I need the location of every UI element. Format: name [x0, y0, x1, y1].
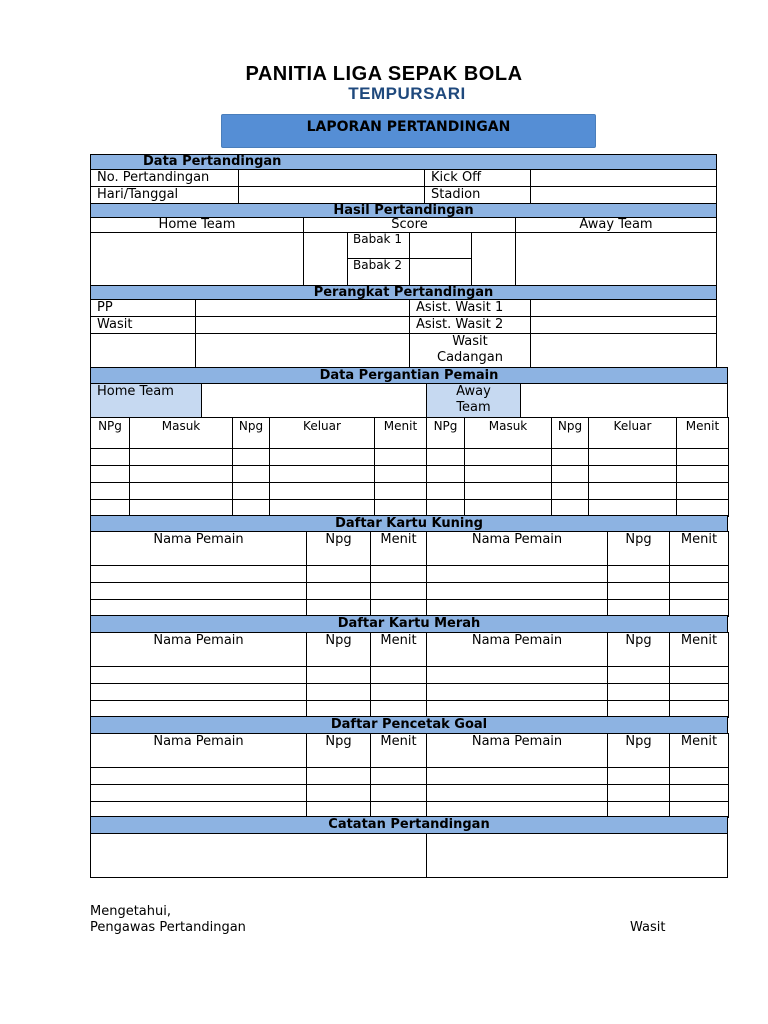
kartu-kuning-col-nama: Nama Pemain — [90, 531, 307, 566]
kartu-merah-cell-nama[interactable] — [426, 683, 608, 701]
pencetak-cell-npg[interactable] — [306, 784, 371, 802]
date-field[interactable] — [238, 186, 425, 204]
extra-official-label — [90, 333, 196, 368]
pencetak-heading: Daftar Pencetak Goal — [90, 716, 728, 734]
kartu-merah-col-nama: Nama Pemain — [426, 632, 608, 667]
kartu-kuning-cell-npg[interactable] — [306, 582, 371, 600]
sub-cell-away-keluar[interactable] — [588, 482, 677, 500]
league-subtitle: TEMPURSARI — [348, 84, 466, 103]
pencetak-cell-nama[interactable] — [426, 767, 608, 785]
sub-cell-away-npg[interactable] — [426, 448, 465, 466]
pencetak-cell-menit[interactable] — [669, 784, 729, 802]
wasit-cadangan-label: Wasit Cadangan — [409, 333, 531, 368]
kartu-kuning-cell-nama[interactable] — [90, 565, 307, 583]
kartu-merah-col-nama: Nama Pemain — [90, 632, 307, 667]
kartu-kuning-cell-menit[interactable] — [669, 582, 729, 600]
pencetak-cell-npg[interactable] — [306, 767, 371, 785]
sub-cell-home-npg[interactable] — [232, 465, 270, 483]
sub-cell-away-menit[interactable] — [676, 482, 729, 500]
mengetahui-text: Mengetahui, — [90, 904, 171, 919]
kartu-merah-col-npg: Npg — [607, 632, 670, 667]
stadium-field[interactable] — [530, 186, 717, 204]
pencetak-cell-nama[interactable] — [90, 767, 307, 785]
sub-cell-away-menit[interactable] — [676, 448, 729, 466]
babak-1-label: Babak 1 — [347, 232, 410, 259]
home-team-label: Home Team — [90, 217, 304, 233]
kartu-merah-cell-menit[interactable] — [370, 683, 427, 701]
catatan-field-left[interactable] — [90, 833, 427, 878]
kartu-kuning-cell-npg[interactable] — [607, 582, 670, 600]
catatan-field-right[interactable] — [426, 833, 728, 878]
sub-cell-away-npg[interactable] — [551, 465, 589, 483]
kartu-merah-cell-npg[interactable] — [607, 666, 670, 684]
sub-cell-away-npg[interactable] — [426, 482, 465, 500]
pencetak-col-nama: Nama Pemain — [90, 733, 307, 768]
kartu-merah-heading: Daftar Kartu Merah — [90, 615, 728, 633]
match-number-field[interactable] — [238, 169, 425, 187]
sub-col-home-npg: Npg — [232, 417, 270, 449]
kartu-kuning-col-menit: Menit — [669, 531, 729, 566]
pencetak-col-menit: Menit — [370, 733, 427, 768]
extra-official-field[interactable] — [195, 333, 410, 368]
pencetak-cell-menit[interactable] — [370, 784, 427, 802]
asist-wasit-1-label: Asist. Wasit 1 — [409, 299, 531, 317]
kartu-merah-col-menit: Menit — [669, 632, 729, 667]
sub-col-away-npg: Npg — [551, 417, 589, 449]
kartu-kuning-col-npg: Npg — [306, 531, 371, 566]
hasil-heading: Hasil Pertandingan — [90, 203, 717, 218]
pencetak-cell-npg[interactable] — [607, 767, 670, 785]
kartu-merah-cell-menit[interactable] — [669, 683, 729, 701]
sub-cell-home-masuk[interactable] — [129, 448, 233, 466]
sub-cell-away-keluar[interactable] — [588, 465, 677, 483]
sub-cell-home-npg[interactable] — [90, 482, 130, 500]
sub-col-away-keluar: Keluar — [588, 417, 677, 449]
sub-cell-home-npg[interactable] — [232, 482, 270, 500]
asist-wasit-2-label: Asist. Wasit 2 — [409, 316, 531, 334]
pencetak-cell-npg[interactable] — [607, 784, 670, 802]
kartu-kuning-col-nama: Nama Pemain — [426, 531, 608, 566]
pp-label: PP — [90, 299, 196, 317]
sub-cell-away-keluar[interactable] — [588, 448, 677, 466]
kartu-kuning-col-menit: Menit — [370, 531, 427, 566]
kartu-merah-cell-npg[interactable] — [306, 683, 371, 701]
sub-cell-away-npg[interactable] — [551, 482, 589, 500]
away-team-field[interactable] — [515, 232, 717, 286]
sub-cell-away-npg[interactable] — [426, 465, 465, 483]
asist-wasit-2-field[interactable] — [530, 316, 717, 334]
sub-cell-home-menit[interactable] — [374, 448, 427, 466]
sub-col-away-npg: NPg — [426, 417, 465, 449]
perangkat-heading: Perangkat Pertandingan — [90, 285, 717, 300]
kartu-kuning-cell-nama[interactable] — [426, 582, 608, 600]
pergantian-home-field[interactable] — [201, 383, 427, 418]
kartu-merah-cell-nama[interactable] — [426, 666, 608, 684]
away-team-label: Away Team — [515, 217, 717, 233]
pencetak-col-nama: Nama Pemain — [426, 733, 608, 768]
sub-cell-away-npg[interactable] — [551, 448, 589, 466]
asist-wasit-1-field[interactable] — [530, 299, 717, 317]
sub-col-home-menit: Menit — [374, 417, 427, 449]
pergantian-heading: Data Pergantian Pemain — [90, 367, 728, 384]
kartu-merah-cell-npg[interactable] — [306, 666, 371, 684]
kartu-merah-cell-npg[interactable] — [607, 683, 670, 701]
kartu-merah-cell-menit[interactable] — [669, 666, 729, 684]
wasit-field[interactable] — [195, 316, 410, 334]
sub-col-away-menit: Menit — [676, 417, 729, 449]
pencetak-col-menit: Menit — [669, 733, 729, 768]
babak-2-label: Babak 2 — [347, 258, 410, 286]
kartu-kuning-heading: Daftar Kartu Kuning — [90, 515, 728, 532]
date-label: Hari/Tanggal — [90, 186, 239, 204]
kartu-kuning-cell-menit[interactable] — [370, 565, 427, 583]
league-title: PANITIA LIGA SEPAK BOLA — [245, 63, 523, 85]
sub-cell-home-keluar[interactable] — [269, 465, 375, 483]
pencetak-cell-menit[interactable] — [370, 767, 427, 785]
pp-field[interactable] — [195, 299, 410, 317]
sub-col-home-keluar: Keluar — [269, 417, 375, 449]
wasit-cadangan-field[interactable] — [530, 333, 717, 368]
sub-cell-home-npg[interactable] — [90, 448, 130, 466]
kartu-kuning-cell-menit[interactable] — [370, 582, 427, 600]
kartu-kuning-col-npg: Npg — [607, 531, 670, 566]
wasit-label: Wasit — [90, 316, 196, 334]
kartu-kuning-cell-nama[interactable] — [426, 565, 608, 583]
sub-col-away-masuk: Masuk — [464, 417, 552, 449]
home-team-field[interactable] — [90, 232, 304, 286]
pencetak-cell-menit[interactable] — [669, 767, 729, 785]
stadium-label: Stadion — [424, 186, 531, 204]
data-pertandingan-heading: Data Pertandingan — [90, 154, 717, 170]
sub-col-home-npg: NPg — [90, 417, 130, 449]
sub-cell-away-masuk[interactable] — [464, 465, 552, 483]
kartu-merah-cell-nama[interactable] — [90, 666, 307, 684]
kartu-kuning-cell-npg[interactable] — [306, 565, 371, 583]
kickoff-field[interactable] — [530, 169, 717, 187]
babak-2-score[interactable] — [409, 258, 472, 286]
pencetak-cell-nama[interactable] — [426, 784, 608, 802]
score-label: Score — [303, 217, 516, 233]
kartu-merah-col-menit: Menit — [370, 632, 427, 667]
wasit-signature-label: Wasit — [630, 920, 666, 935]
sub-cell-home-masuk[interactable] — [129, 482, 233, 500]
match-number-label: No. Pertandingan — [90, 169, 239, 187]
sub-cell-home-npg[interactable] — [232, 448, 270, 466]
kartu-kuning-cell-menit[interactable] — [669, 565, 729, 583]
away-score-field[interactable] — [471, 232, 516, 286]
kartu-merah-col-npg: Npg — [306, 632, 371, 667]
pergantian-home-label: Home Team — [90, 383, 202, 418]
kartu-merah-cell-menit[interactable] — [370, 666, 427, 684]
sub-cell-home-menit[interactable] — [374, 482, 427, 500]
pencetak-col-npg: Npg — [306, 733, 371, 768]
babak-1-score[interactable] — [409, 232, 472, 259]
kartu-kuning-cell-nama[interactable] — [90, 582, 307, 600]
sub-col-home-masuk: Masuk — [129, 417, 233, 449]
pergantian-away-field[interactable] — [520, 383, 728, 418]
kartu-merah-cell-nama[interactable] — [90, 683, 307, 701]
pencetak-col-npg: Npg — [607, 733, 670, 768]
sub-cell-home-keluar[interactable] — [269, 448, 375, 466]
sub-cell-away-masuk[interactable] — [464, 482, 552, 500]
sub-cell-away-masuk[interactable] — [464, 448, 552, 466]
catatan-heading: Catatan Pertandingan — [90, 816, 728, 834]
kickoff-label: Kick Off — [424, 169, 531, 187]
sub-cell-home-keluar[interactable] — [269, 482, 375, 500]
pengawas-text: Pengawas Pertandingan — [90, 920, 246, 935]
sub-cell-home-masuk[interactable] — [129, 465, 233, 483]
sub-cell-away-menit[interactable] — [676, 465, 729, 483]
pencetak-cell-nama[interactable] — [90, 784, 307, 802]
kartu-kuning-cell-npg[interactable] — [607, 565, 670, 583]
home-score-field[interactable] — [303, 232, 348, 286]
sub-cell-home-npg[interactable] — [90, 465, 130, 483]
sub-cell-home-menit[interactable] — [374, 465, 427, 483]
report-title-banner: LAPORAN PERTANDINGAN — [221, 114, 596, 148]
pergantian-away-label: Away Team — [426, 383, 521, 418]
